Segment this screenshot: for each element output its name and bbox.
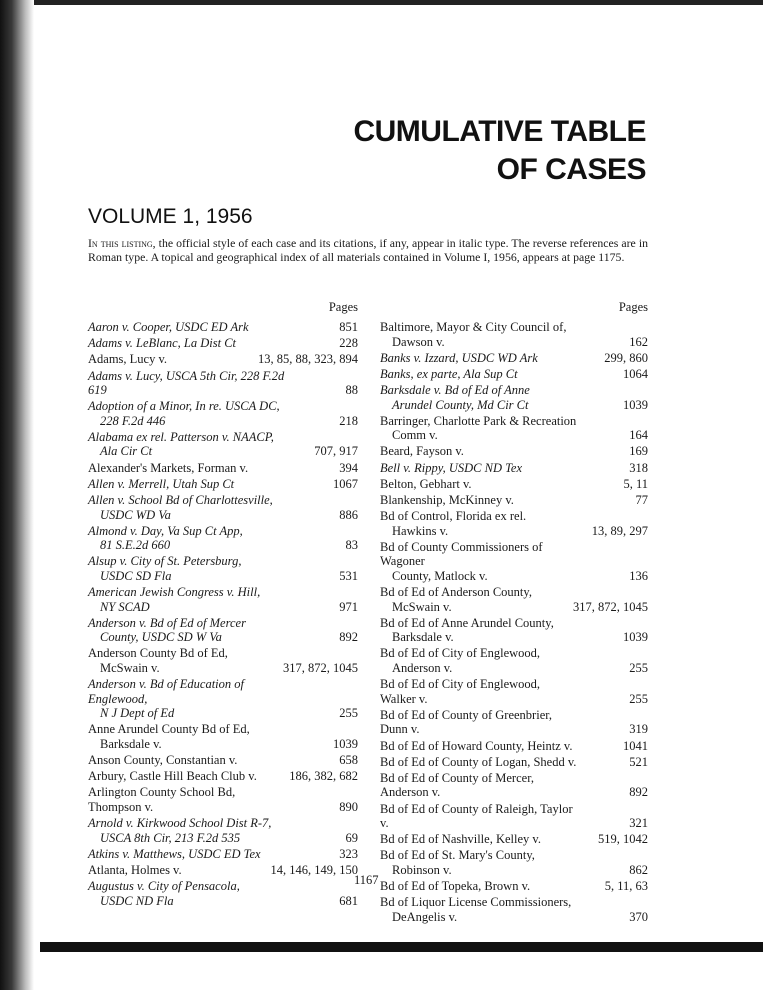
case-name: American Jewish Congress v. Hill,: [88, 585, 261, 600]
case-name: Aaron v. Cooper, USDC ED Ark: [88, 320, 249, 334]
case-name: Barksdale v. Bd of Ed of Anne: [380, 383, 530, 398]
case-citation: McSwain v.: [392, 599, 452, 614]
case-pages: 88: [345, 383, 358, 398]
case-entry: [380, 708, 648, 737]
right-column: [380, 300, 648, 926]
case-pages: 862: [629, 862, 648, 877]
case-pages: 1039: [623, 397, 648, 412]
case-entry: [88, 753, 358, 768]
intro-lead: In this listing,: [88, 236, 156, 250]
case-pages: 77: [635, 493, 648, 507]
case-entry: [380, 477, 648, 492]
case-citation: USDC WD Va: [100, 507, 171, 522]
case-entry: [88, 677, 358, 721]
case-pages: 169: [629, 444, 648, 459]
right-pages-header: Pages: [618, 300, 648, 314]
case-entry: [380, 848, 648, 877]
case-citation: Comm v.: [392, 428, 438, 443]
case-name: Bd of Ed of Anne Arundel County,: [380, 615, 554, 630]
page-title-line-2: OF CASES: [496, 153, 646, 186]
case-citation: USDC SD Fla: [100, 568, 172, 583]
page-number: 1167: [354, 873, 379, 887]
case-name: Bd of Ed of St. Mary's County,: [380, 848, 535, 863]
case-entry: [88, 524, 358, 553]
case-entry: [88, 816, 358, 845]
intro-paragraph: [88, 236, 648, 264]
case-name: Almond v. Day, Va Sup Ct App,: [88, 523, 243, 538]
case-pages: 886: [339, 507, 358, 522]
case-name: Anderson v. Bd of Education of Englewood,: [88, 677, 244, 706]
case-pages: 519, 1042: [598, 832, 648, 847]
case-name: Bell v. Rippy, USDC ND Tex: [380, 460, 522, 475]
case-name: Anson County, Constantian v.: [88, 753, 238, 767]
case-name: Blankenship, McKinney v.: [380, 493, 514, 507]
case-pages: 394: [339, 460, 358, 475]
case-name: Bd of Ed of County of Mercer, Anderson v.: [380, 770, 534, 800]
case-pages: 255: [339, 706, 358, 721]
case-entry: [380, 755, 648, 770]
left-pages-header: Pages: [328, 300, 358, 314]
case-name: Bd of Ed of Nashville, Kelley v.: [380, 832, 541, 847]
case-name: Bd of Ed of Howard County, Heintz v.: [380, 738, 573, 753]
case-pages: 531: [339, 568, 358, 583]
case-name: Adams v. LeBlanc, La Dist Ct: [88, 336, 237, 351]
case-name: Arlington County School Bd, Thompson v.: [88, 785, 236, 814]
case-entry: [88, 863, 358, 878]
case-entry: [88, 477, 358, 492]
case-citation: Ala Cir Ct: [100, 444, 153, 459]
case-pages: 1067: [333, 476, 358, 491]
case-name: Bd of Control, Florida ex rel.: [380, 509, 527, 524]
case-citation: Dawson v.: [392, 334, 445, 349]
case-name: Banks v. Izzard, USDC WD Ark: [380, 350, 538, 365]
case-name: Bd of Ed of Anderson County,: [380, 585, 532, 600]
case-entry: [380, 383, 648, 412]
case-name: Belton, Gebhart v.: [380, 476, 472, 491]
case-name: Augustus v. City of Pensacola,: [88, 879, 240, 894]
case-entry: [88, 369, 358, 398]
case-entry: [88, 616, 358, 645]
case-entry: [88, 646, 358, 675]
case-pages: 707, 917: [314, 444, 358, 459]
case-name: Bd of County Commissioners of Wagoner: [380, 539, 543, 569]
case-entry: [380, 739, 648, 754]
case-entry: [88, 336, 358, 351]
case-name: Beard, Fayson v.: [380, 444, 464, 459]
case-name: Adoption of a Minor, In re. USCA DC,: [88, 399, 280, 414]
case-citation: Robinson v.: [392, 862, 452, 877]
case-name: Anne Arundel County Bd of Ed,: [88, 722, 250, 737]
case-entry: [88, 399, 358, 428]
case-name: Bd of Ed of City of Englewood, Walker v.: [380, 677, 541, 706]
case-name: Arbury, Castle Hill Beach Club v.: [88, 769, 257, 784]
case-citation: 228 F.2d 446: [100, 413, 166, 428]
case-entry: [88, 585, 358, 614]
case-name: Bd of Ed of County of Logan, Shedd v.: [380, 754, 577, 769]
case-pages: 218: [339, 413, 358, 428]
page-title-line-1: CUMULATIVE TABLE: [353, 115, 646, 148]
case-pages: 317, 872, 1045: [283, 660, 358, 675]
case-entry: [380, 585, 648, 614]
case-pages: 164: [629, 428, 648, 443]
case-pages: 255: [629, 660, 648, 675]
case-citation: 81 S.E.2d 660: [100, 538, 171, 553]
case-entry: [88, 554, 358, 583]
case-pages: 186, 382, 682: [289, 769, 358, 784]
case-name: Bd of Ed of County of Raleigh, Taylor v.: [380, 801, 573, 831]
case-name: Alexander's Markets, Forman v.: [88, 460, 249, 475]
case-entry: [88, 722, 358, 751]
case-pages: 851: [339, 320, 358, 334]
case-entry: [380, 351, 648, 366]
case-name: Bd of Ed of Topeka, Brown v.: [380, 879, 531, 894]
case-pages: 1041: [623, 738, 648, 753]
case-pages: 892: [339, 630, 358, 645]
case-name: Anderson v. Bd of Ed of Mercer: [88, 615, 246, 630]
page-title: [353, 113, 646, 189]
case-pages: 69: [345, 830, 358, 845]
page-bottom-border: [40, 942, 763, 952]
case-name: Allen v. School Bd of Charlottesville,: [88, 493, 273, 507]
case-pages: 228: [339, 336, 358, 351]
case-entry: [380, 616, 648, 645]
case-pages: 319: [629, 722, 648, 737]
case-citation: DeAngelis v.: [392, 909, 458, 924]
case-name: Bd of Ed of City of Englewood,: [380, 646, 541, 661]
case-pages: 1039: [623, 630, 648, 645]
case-pages: 5, 11, 63: [604, 879, 648, 894]
case-citation: Barksdale v.: [392, 630, 454, 645]
case-pages: 14, 146, 149, 150: [270, 862, 358, 877]
case-pages: 13, 89, 297: [591, 523, 648, 538]
case-entry: [88, 879, 358, 908]
case-pages: 318: [629, 460, 648, 475]
case-entry: [380, 771, 648, 800]
case-entry: [88, 352, 358, 367]
case-pages: 5, 11: [623, 476, 648, 491]
case-citation: USCA 8th Cir, 213 F.2d 535: [100, 830, 241, 845]
case-name: Bd of Liquor License Commissioners,: [380, 895, 572, 910]
case-pages: 521: [629, 754, 648, 769]
case-entry: [88, 769, 358, 784]
case-pages: 13, 85, 88, 323, 894: [258, 352, 358, 367]
case-entry: [88, 785, 358, 814]
case-citation: Anderson v.: [392, 660, 453, 675]
case-entry: [380, 832, 648, 847]
intro-text: the official style of each case and its citations, if any, appear in italic type. The reverse references are in Roman type. A topical and geographical index of all materials contained in Volume I, 1956, appears at page 1175.: [88, 236, 648, 264]
case-entry: [380, 414, 648, 443]
case-entry: [88, 461, 358, 476]
case-citation: McSwain v.: [100, 660, 160, 675]
case-pages: 681: [339, 893, 358, 908]
case-pages: 971: [339, 599, 358, 614]
case-pages: 1064: [623, 366, 648, 381]
case-name: Anderson County Bd of Ed,: [88, 646, 228, 661]
case-pages: 890: [339, 799, 358, 814]
case-name: Allen v. Merrell, Utah Sup Ct: [88, 476, 235, 491]
case-entry: [380, 677, 648, 706]
case-name: Adams, Lucy v.: [88, 352, 168, 367]
left-column: [88, 300, 358, 910]
case-entry: [380, 444, 648, 459]
case-pages: 255: [629, 691, 648, 706]
volume-heading: VOLUME 1, 1956: [88, 205, 253, 228]
case-name: Baltimore, Mayor & City Council of,: [380, 320, 567, 334]
case-name: Alabama ex rel. Patterson v. NAACP,: [88, 429, 274, 444]
case-pages: 658: [339, 753, 358, 767]
case-citation: County, Matlock v.: [392, 568, 488, 583]
case-citation: Hawkins v.: [392, 523, 449, 538]
case-entry: [380, 320, 648, 349]
case-entry: [380, 879, 648, 894]
case-pages: 321: [629, 816, 648, 831]
case-pages: 136: [629, 568, 648, 583]
scan-binding-edge: [0, 0, 34, 990]
case-name: Banks, ex parte, Ala Sup Ct: [380, 366, 518, 381]
case-name: Barringer, Charlotte Park & Recreation: [380, 413, 577, 428]
case-pages: 162: [629, 334, 648, 349]
case-pages: 892: [629, 785, 648, 800]
page-top-border: [0, 0, 763, 5]
case-citation: County, USDC SD W Va: [100, 630, 222, 645]
case-citation: NY SCAD: [100, 599, 150, 614]
case-entry: [380, 646, 648, 675]
case-pages: 1039: [333, 736, 358, 751]
case-citation: N J Dept of Ed: [100, 706, 175, 721]
case-entry: [380, 509, 648, 538]
case-entry: [380, 540, 648, 584]
case-entry: [380, 493, 648, 508]
case-pages: 323: [339, 846, 358, 861]
case-entry: [88, 847, 358, 862]
case-entry: [88, 320, 358, 335]
case-pages: 299, 860: [604, 350, 648, 365]
case-citation: Arundel County, Md Cir Ct: [392, 397, 529, 412]
case-pages: 83: [345, 538, 358, 553]
case-name: Atlanta, Holmes v.: [88, 862, 182, 877]
case-entry: [380, 367, 648, 382]
case-name: Bd of Ed of County of Greenbrier, Dunn v.: [380, 707, 553, 737]
case-entry: [88, 430, 358, 459]
case-name: Alsup v. City of St. Petersburg,: [88, 554, 242, 569]
case-name: Arnold v. Kirkwood School Dist R-7,: [88, 816, 272, 831]
case-citation: Barksdale v.: [100, 736, 162, 751]
case-name: Atkins v. Matthews, USDC ED Tex: [88, 846, 261, 861]
case-citation: USDC ND Fla: [100, 893, 174, 908]
case-pages: 317, 872, 1045: [573, 599, 648, 614]
case-entry: [380, 802, 648, 831]
case-pages: 370: [629, 909, 648, 924]
case-entry: [380, 895, 648, 924]
case-entry: [380, 461, 648, 476]
case-name: Adams v. Lucy, USCA 5th Cir, 228 F.2d 619: [88, 368, 285, 398]
case-entry: [88, 493, 358, 522]
